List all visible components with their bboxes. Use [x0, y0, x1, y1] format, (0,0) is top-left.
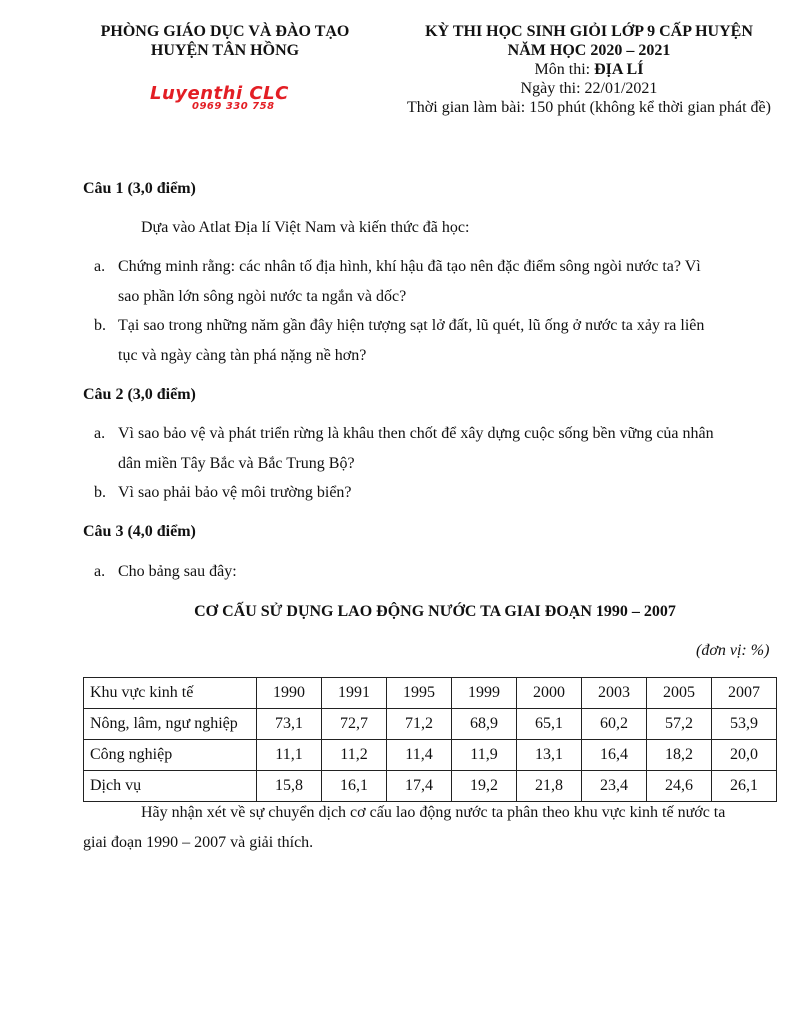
table-header-cell: Khu vực kinh tế: [84, 678, 257, 709]
question-3-title: Câu 3 (4,0 điểm): [83, 523, 196, 540]
question-3-task-line1: Hãy nhận xét về sự chuyển dịch cơ cấu lao động nước ta phân theo khu vực kinh tế nước ta: [141, 804, 726, 821]
table-cell: 60,2: [582, 709, 647, 740]
table-header-cell: 1991: [322, 678, 387, 709]
question-1a-line1: Chứng minh rằng: các nhân tố địa hình, khí hậu đã tạo nên đặc điểm sông ngòi nước ta? Vì: [118, 258, 701, 275]
item-label: a.: [94, 425, 106, 442]
watermark-logo: Luyenthi CLC: [150, 83, 289, 104]
table-cell: 15,8: [257, 771, 322, 802]
table-cell: Dịch vụ: [84, 771, 257, 802]
header-left: [60, 22, 390, 60]
question-1b: [94, 316, 778, 366]
table-cell: 20,0: [712, 740, 777, 771]
question-1a: [94, 257, 778, 307]
question-2-title: Câu 2 (3,0 điểm): [83, 386, 196, 403]
table-cell: 23,4: [582, 771, 647, 802]
table-cell: 11,1: [257, 740, 322, 771]
district-name: HUYỆN TÂN HỒNG: [150, 42, 300, 59]
question-3a: [94, 562, 778, 582]
question-1-title: Câu 1 (3,0 điểm): [83, 180, 196, 197]
table-cell: 73,1: [257, 709, 322, 740]
table-cell: 17,4: [387, 771, 452, 802]
table-cell: 11,4: [387, 740, 452, 771]
table-cell: Nông, lâm, ngư nghiệp: [84, 709, 257, 740]
watermark-phone: 0969 330 758: [192, 101, 275, 112]
table-header-cell: 2000: [517, 678, 582, 709]
subject-value: ĐỊA LÍ: [594, 61, 644, 78]
table-header-cell: 1999: [452, 678, 517, 709]
question-2b: [94, 483, 778, 503]
table-cell: 11,2: [322, 740, 387, 771]
labor-structure-table: [83, 677, 777, 802]
table-header-cell: 1995: [387, 678, 452, 709]
item-label: a.: [94, 258, 106, 275]
table-header-cell: 1990: [257, 678, 322, 709]
question-2a-line2: dân miền Tây Bắc và Bắc Trung Bộ?: [118, 455, 355, 472]
table-cell: 71,2: [387, 709, 452, 740]
table-unit: (đơn vị: %): [696, 642, 770, 659]
table-header-row: [84, 678, 777, 709]
table-cell: 24,6: [647, 771, 712, 802]
table-row: [84, 709, 777, 740]
department-name: PHÒNG GIÁO DỤC VÀ ĐÀO TẠO: [100, 23, 350, 40]
question-2b-text: Vì sao phải bảo vệ môi trường biển?: [118, 484, 352, 501]
table-cell: 65,1: [517, 709, 582, 740]
question-1a-line2: sao phần lớn sông ngòi nước ta ngắn và dốc?: [118, 288, 407, 305]
table-cell: 16,4: [582, 740, 647, 771]
header-right: [384, 22, 794, 117]
table-header-cell: 2003: [582, 678, 647, 709]
table-cell: 19,2: [452, 771, 517, 802]
question-1b-line1: Tại sao trong những năm gần đây hiện tượng sạt lở đất, lũ quét, lũ ống ở nước ta xảy ra liên: [118, 317, 705, 334]
question-1b-line2: tục và ngày càng tàn phá nặng nề hơn?: [118, 347, 367, 364]
item-label: b.: [94, 484, 106, 501]
table-cell: 11,9: [452, 740, 517, 771]
question-2a: [94, 424, 778, 474]
table-cell: 18,2: [647, 740, 712, 771]
table-cell: 21,8: [517, 771, 582, 802]
question-3-task-line2: giai đoạn 1990 – 2007 và giải thích.: [83, 834, 314, 851]
question-1-intro: Dựa vào Atlat Địa lí Việt Nam và kiến thức đã học:: [141, 219, 470, 236]
item-label: b.: [94, 317, 106, 334]
table-cell: 13,1: [517, 740, 582, 771]
table-cell: 57,2: [647, 709, 712, 740]
table-title: CƠ CẤU SỬ DỤNG LAO ĐỘNG NƯỚC TA GIAI ĐOẠN 1990 – 2007: [194, 603, 676, 620]
table-cell: 53,9: [712, 709, 777, 740]
table-row: [84, 740, 777, 771]
question-3a-text: Cho bảng sau đây:: [118, 563, 237, 580]
exam-duration: Thời gian làm bài: 150 phút (không kể thời gian phát đề): [407, 99, 771, 116]
table-header-cell: 2005: [647, 678, 712, 709]
table-cell: Công nghiệp: [84, 740, 257, 771]
table-row: [84, 771, 777, 802]
table-cell: 72,7: [322, 709, 387, 740]
table-cell: 26,1: [712, 771, 777, 802]
table-cell: 16,1: [322, 771, 387, 802]
subject-label: Môn thi:: [534, 61, 595, 78]
exam-title: KỲ THI HỌC SINH GIỎI LỚP 9 CẤP HUYỆN: [425, 23, 753, 40]
item-label: a.: [94, 563, 106, 580]
exam-date: Ngày thi: 22/01/2021: [520, 80, 658, 97]
subject-line: [384, 60, 794, 79]
table-header-cell: 2007: [712, 678, 777, 709]
question-2a-line1: Vì sao bảo vệ và phát triển rừng là khâu then chốt để xây dựng cuộc sống bền vững của nhân: [118, 425, 714, 442]
table-cell: 68,9: [452, 709, 517, 740]
school-year: NĂM HỌC 2020 – 2021: [507, 42, 671, 59]
